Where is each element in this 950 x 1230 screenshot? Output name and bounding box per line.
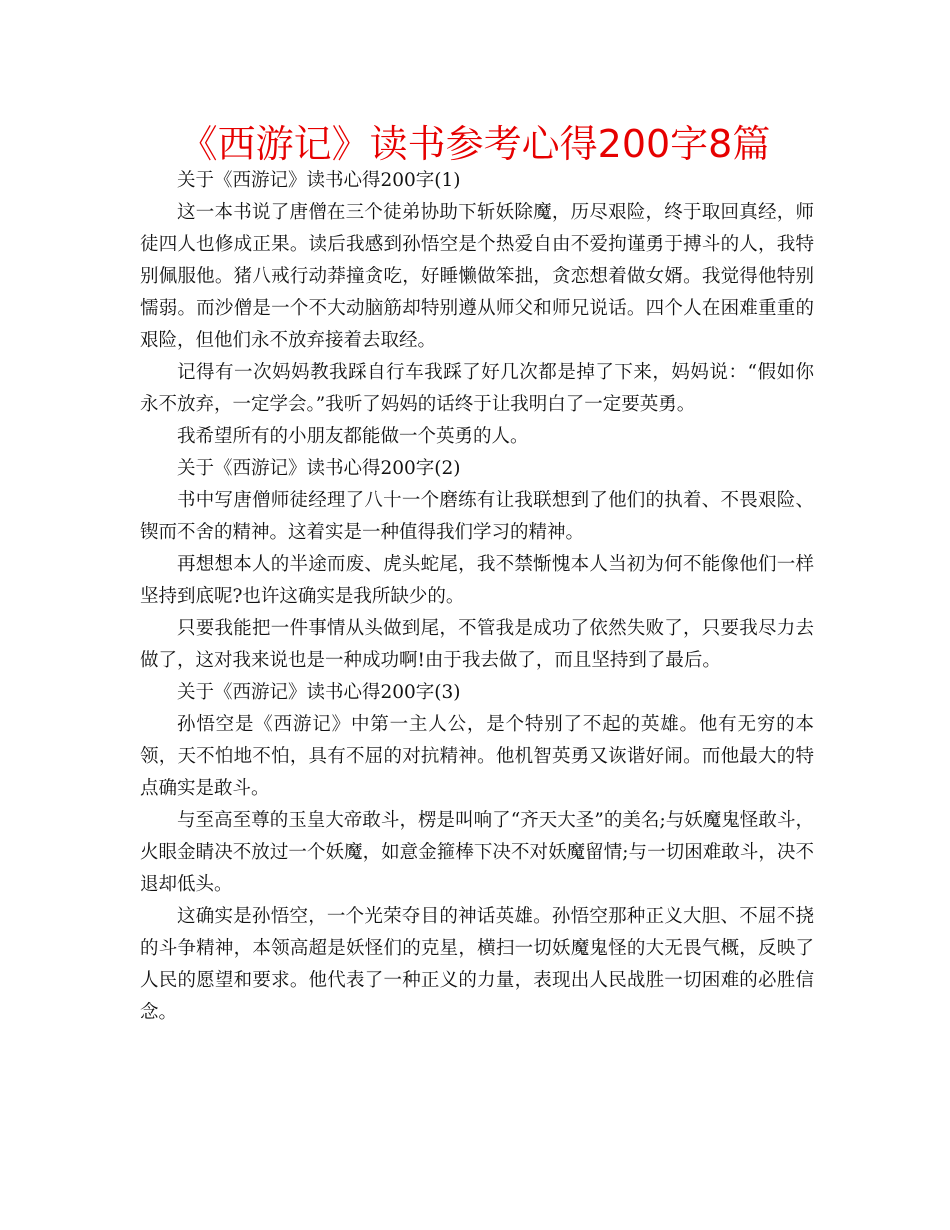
paragraph: 再想想本人的半途而废、虎头蛇尾，我不禁惭愧本人当初为何不能像他们一样坚持到底呢?也许这确实是我所缺少的。 xyxy=(140,554,814,607)
paragraph: 与至高至尊的玉皇大帝敢斗，楞是叫响了“齐天大圣”的美名;与妖魔鬼怪敢斗，火眼金睛决不放过一个妖魔，如意金箍棒下决不对妖魔留情;与一切困难敢斗，决不退却低头。 xyxy=(140,810,814,895)
document-body xyxy=(140,165,814,1029)
paragraph: 书中写唐僧师徒经理了八十一个磨练有让我联想到了他们的执着、不畏艰险、锲而不舍的精神。这着实是一种值得我们学习的精神。 xyxy=(140,490,814,543)
section-heading-1: 关于《西游记》读书心得200字(1) xyxy=(177,170,461,191)
section-heading-3: 关于《西游记》读书心得200字(3) xyxy=(177,682,461,703)
paragraph: 孙悟空是《西游记》中第一主人公，是个特别了不起的英雄。他有无穷的本领，天不怕地不怕，具有不屈的对抗精神。他机智英勇又诙谐好闹。而他最大的特点确实是敢斗。 xyxy=(140,714,814,799)
paragraph: 记得有一次妈妈教我踩自行车我踩了好几次都是掉了下来，妈妈说：“假如你永不放弃，一定学会。”我听了妈妈的话终于让我明白了一定要英勇。 xyxy=(140,362,814,415)
paragraph: 只要我能把一件事情从头做到尾，不管我是成功了依然失败了，只要我尽力去做了，这对我来说也是一种成功啊!由于我去做了，而且坚持到了最后。 xyxy=(140,618,814,671)
section-heading-2: 关于《西游记》读书心得200字(2) xyxy=(177,458,461,479)
paragraph: 我希望所有的小朋友都能做一个英勇的人。 xyxy=(177,426,529,447)
paragraph: 这一本书说了唐僧在三个徒弟协助下斩妖除魔，历尽艰险，终于取回真经，师徒四人也修成正果。读后我感到孙悟空是个热爱自由不爱拘谨勇于搏斗的人，我特别佩服他。猪八戒行动莽撞贪吃，好睡懒做笨拙，贪恋想着做女婿。我觉得他特别懦弱。而沙僧是一个不大动脑筋却特别遵从师父和师兄说话。四个人在困难重重的艰险，但他们永不放弃接着去取经。 xyxy=(140,202,814,351)
paragraph: 这确实是孙悟空，一个光荣夺目的神话英雄。孙悟空那种正义大胆、不屈不挠的斗争精神，本领高超是妖怪们的克星，横扫一切妖魔鬼怪的大无畏气概，反映了人民的愿望和要求。他代表了一种正义的力量，表现出人民战胜一切困难的必胜信念。 xyxy=(140,906,814,1023)
page-title: 《西游记》读书参考心得200字8篇 xyxy=(179,122,771,166)
